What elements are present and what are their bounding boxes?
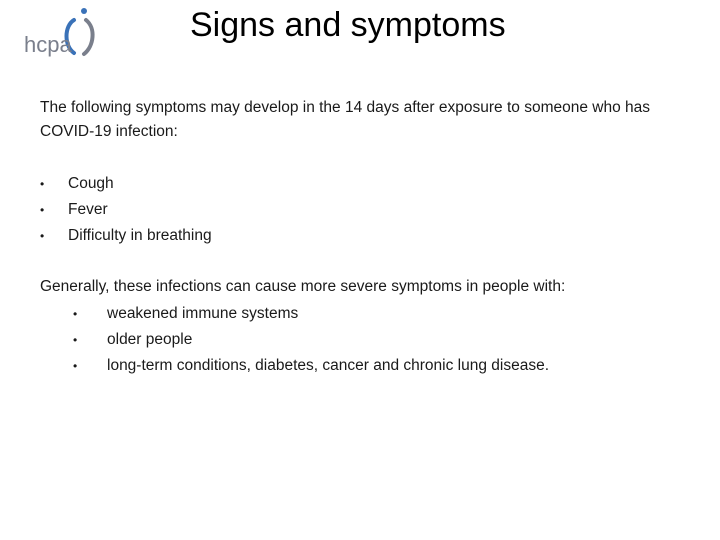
- risk-group-text: older people: [107, 331, 193, 348]
- list-item: [40, 197, 212, 223]
- severe-symptoms-paragraph: Generally, these infections can cause more severe symptoms in people with:: [40, 278, 566, 295]
- risk-group-text: weakened immune systems: [107, 305, 299, 322]
- list-item: [70, 301, 549, 327]
- bullet: •: [40, 203, 45, 217]
- risk-group-text: long-term conditions, diabetes, cancer and chronic lung disease.: [107, 357, 550, 374]
- bullet: •: [40, 177, 45, 191]
- list-item: [70, 327, 549, 353]
- list-item: [40, 171, 212, 197]
- bullet: •: [40, 229, 45, 243]
- bullet: •: [73, 307, 78, 321]
- symptom-text: Fever: [68, 201, 108, 218]
- list-item: [40, 223, 212, 249]
- symptom-text: Difficulty in breathing: [68, 227, 212, 244]
- bullet: •: [73, 333, 78, 347]
- hcpa-logo: [22, 6, 102, 62]
- bullet: •: [73, 359, 78, 373]
- intro-paragraph: The following symptoms may develop in the 14 days after exposure to someone who has COVID-19 infection:: [40, 99, 650, 140]
- slide-title: Signs and symptoms: [190, 6, 506, 44]
- symptoms-list: [40, 171, 212, 249]
- symptom-text: Cough: [68, 175, 114, 192]
- risk-groups-list: [70, 301, 549, 379]
- list-item: [70, 353, 549, 379]
- logo-text: hcpa: [24, 32, 72, 57]
